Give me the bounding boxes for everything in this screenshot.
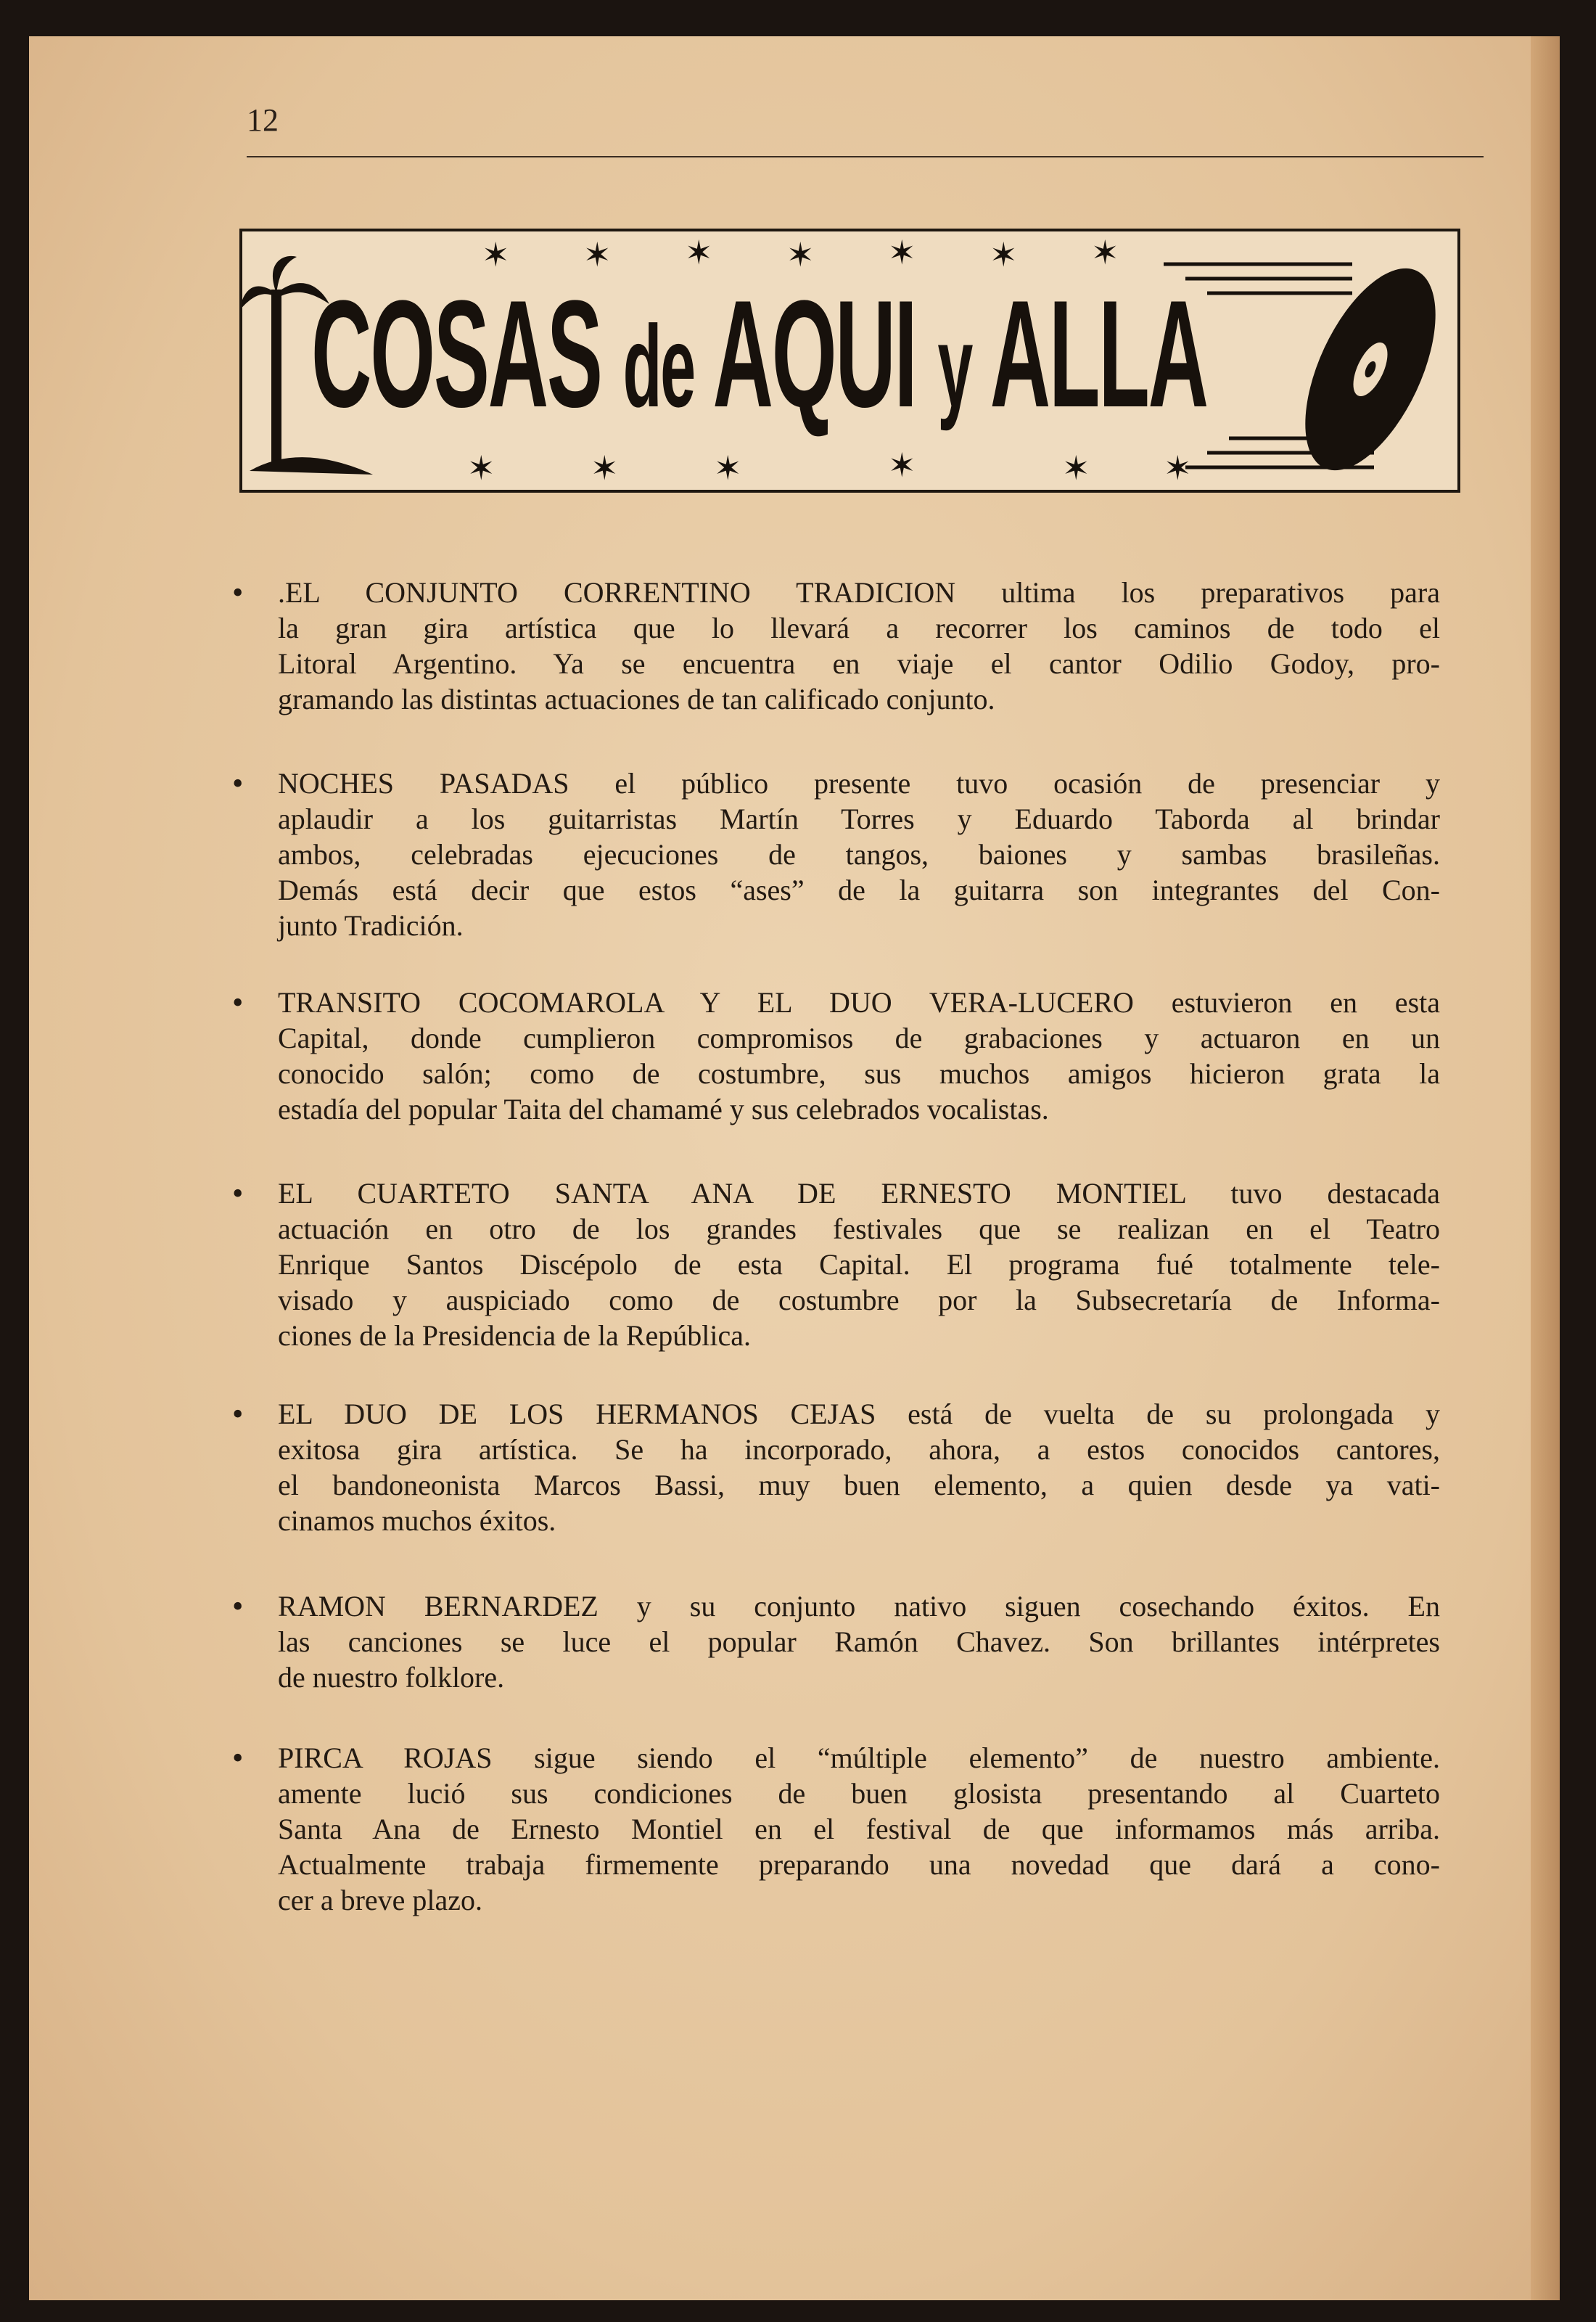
text-line: ambos, celebradas ejecuciones de tangos, baiones y sambas brasileñas.	[278, 838, 1440, 871]
title-word: COSAS	[311, 268, 601, 439]
text-line: RAMON BERNARDEZ y su conjunto nativo siguen cosechando éxitos. En	[278, 1590, 1440, 1622]
svg-text:✶: ✶	[467, 448, 495, 488]
text-line: EL DUO DE LOS HERMANOS CEJAS está de vuelta de su prolongada y	[278, 1398, 1440, 1430]
text-line: ciones de la Presidencia de la República.	[278, 1319, 751, 1352]
text-line: NOCHES PASADAS el público presente tuvo ocasión de presenciar y	[278, 767, 1440, 800]
svg-text:✶: ✶	[583, 235, 612, 274]
text-line: junto Tradición.	[278, 909, 464, 942]
magazine-page	[29, 36, 1560, 2300]
svg-text:✶: ✶	[888, 233, 916, 272]
bullet-icon: •	[232, 1588, 244, 1624]
svg-text:✶: ✶	[591, 448, 619, 488]
title-word: ALLA	[990, 268, 1207, 439]
title-word: y	[937, 301, 972, 431]
svg-text:✶: ✶	[888, 446, 916, 485]
text-line: Litoral Argentino. Ya se encuentra en viaje el cantor Odilio Godoy, pro-	[278, 647, 1440, 680]
text-line: visado y auspiciado como de costumbre por la Subsecretaría de Informa-	[278, 1284, 1440, 1316]
text-line: la gran gira artística que lo llevará a recorrer los caminos de todo el	[278, 612, 1440, 644]
text-line: las canciones se luce el popular Ramón Chavez. Son brillantes intérpretes	[278, 1625, 1440, 1658]
text-line: el bandoneonista Marcos Bassi, muy buen elemento, a quien desde ya vati-	[278, 1469, 1440, 1501]
svg-text:✶: ✶	[482, 235, 510, 274]
news-item	[232, 1740, 1440, 1918]
bullet-icon: •	[232, 575, 244, 610]
text-line: Enrique Santos Discépolo de esta Capital. El programa fué totalmente tele-	[278, 1248, 1440, 1281]
svg-text:✶: ✶	[1164, 448, 1192, 488]
bullet-icon: •	[232, 766, 244, 801]
text-line: PIRCA ROJAS sigue siendo el “múltiple elemento” de nuestro ambiente.	[278, 1742, 1440, 1774]
text-line: Actualmente trabaja firmemente preparando una novedad que dará a cono-	[278, 1848, 1440, 1881]
text-line: Capital, donde cumplieron compromisos de grabaciones y actuaron en un	[278, 1022, 1440, 1054]
svg-text:✶: ✶	[1091, 233, 1119, 272]
text-line: cinamos muchos éxitos.	[278, 1504, 556, 1537]
text-line: exitosa gira artística. Se ha incorporado, ahora, a estos conocidos cantores,	[278, 1433, 1440, 1466]
text-line: de nuestro folklore.	[278, 1661, 505, 1694]
header-rule	[247, 156, 1484, 157]
svg-text:✶: ✶	[786, 235, 815, 274]
svg-text:✶: ✶	[1062, 448, 1090, 488]
bullet-icon: •	[232, 1740, 244, 1776]
bullet-icon: •	[232, 985, 244, 1020]
title-word: de	[622, 301, 694, 431]
svg-text:✶: ✶	[714, 448, 742, 488]
banner-title	[311, 268, 1207, 439]
news-item	[232, 1396, 1440, 1538]
svg-text:✶: ✶	[685, 233, 713, 272]
text-line: conocido salón; como de costumbre, sus muchos amigos hicieron grata la	[278, 1057, 1440, 1090]
text-line: .EL CONJUNTO CORRENTINO TRADICION ultima los preparativos para	[278, 576, 1440, 609]
section-banner	[239, 229, 1460, 493]
page-edge	[1531, 36, 1560, 2300]
text-line: amente lució sus condiciones de buen glosista presentando al Cuarteto	[278, 1777, 1440, 1810]
news-item	[232, 575, 1440, 717]
title-word: AQUI	[712, 268, 916, 439]
page-number: 12	[247, 102, 279, 138]
text-line: actuación en otro de los grandes festivales que se realizan en el Teatro	[278, 1213, 1440, 1245]
text-line: gramando las distintas actuaciones de tan calificado conjunto.	[278, 683, 995, 715]
text-line: Demás está decir que estos “ases” de la guitarra son integrantes del Con-	[278, 874, 1440, 906]
svg-text:✶: ✶	[990, 235, 1018, 274]
bullet-icon: •	[232, 1396, 244, 1432]
news-item	[232, 1176, 1440, 1353]
text-line: cer a breve plazo.	[278, 1884, 483, 1916]
text-line: Santa Ana de Ernesto Montiel en el festival de que informamos más arriba.	[278, 1813, 1440, 1845]
news-item	[232, 766, 1440, 943]
text-line: EL CUARTETO SANTA ANA DE ERNESTO MONTIEL tuvo destacada	[278, 1177, 1440, 1210]
text-line: aplaudir a los guitarristas Martín Torres y Eduardo Taborda al brindar	[278, 803, 1440, 835]
news-item	[232, 985, 1440, 1127]
text-line: estadía del popular Taita del chamamé y sus celebrados vocalistas.	[278, 1093, 1049, 1125]
news-item	[232, 1588, 1440, 1695]
bullet-icon: •	[232, 1176, 244, 1211]
text-line: TRANSITO COCOMAROLA Y EL DUO VERA-LUCERO estuvieron en esta	[278, 986, 1440, 1019]
